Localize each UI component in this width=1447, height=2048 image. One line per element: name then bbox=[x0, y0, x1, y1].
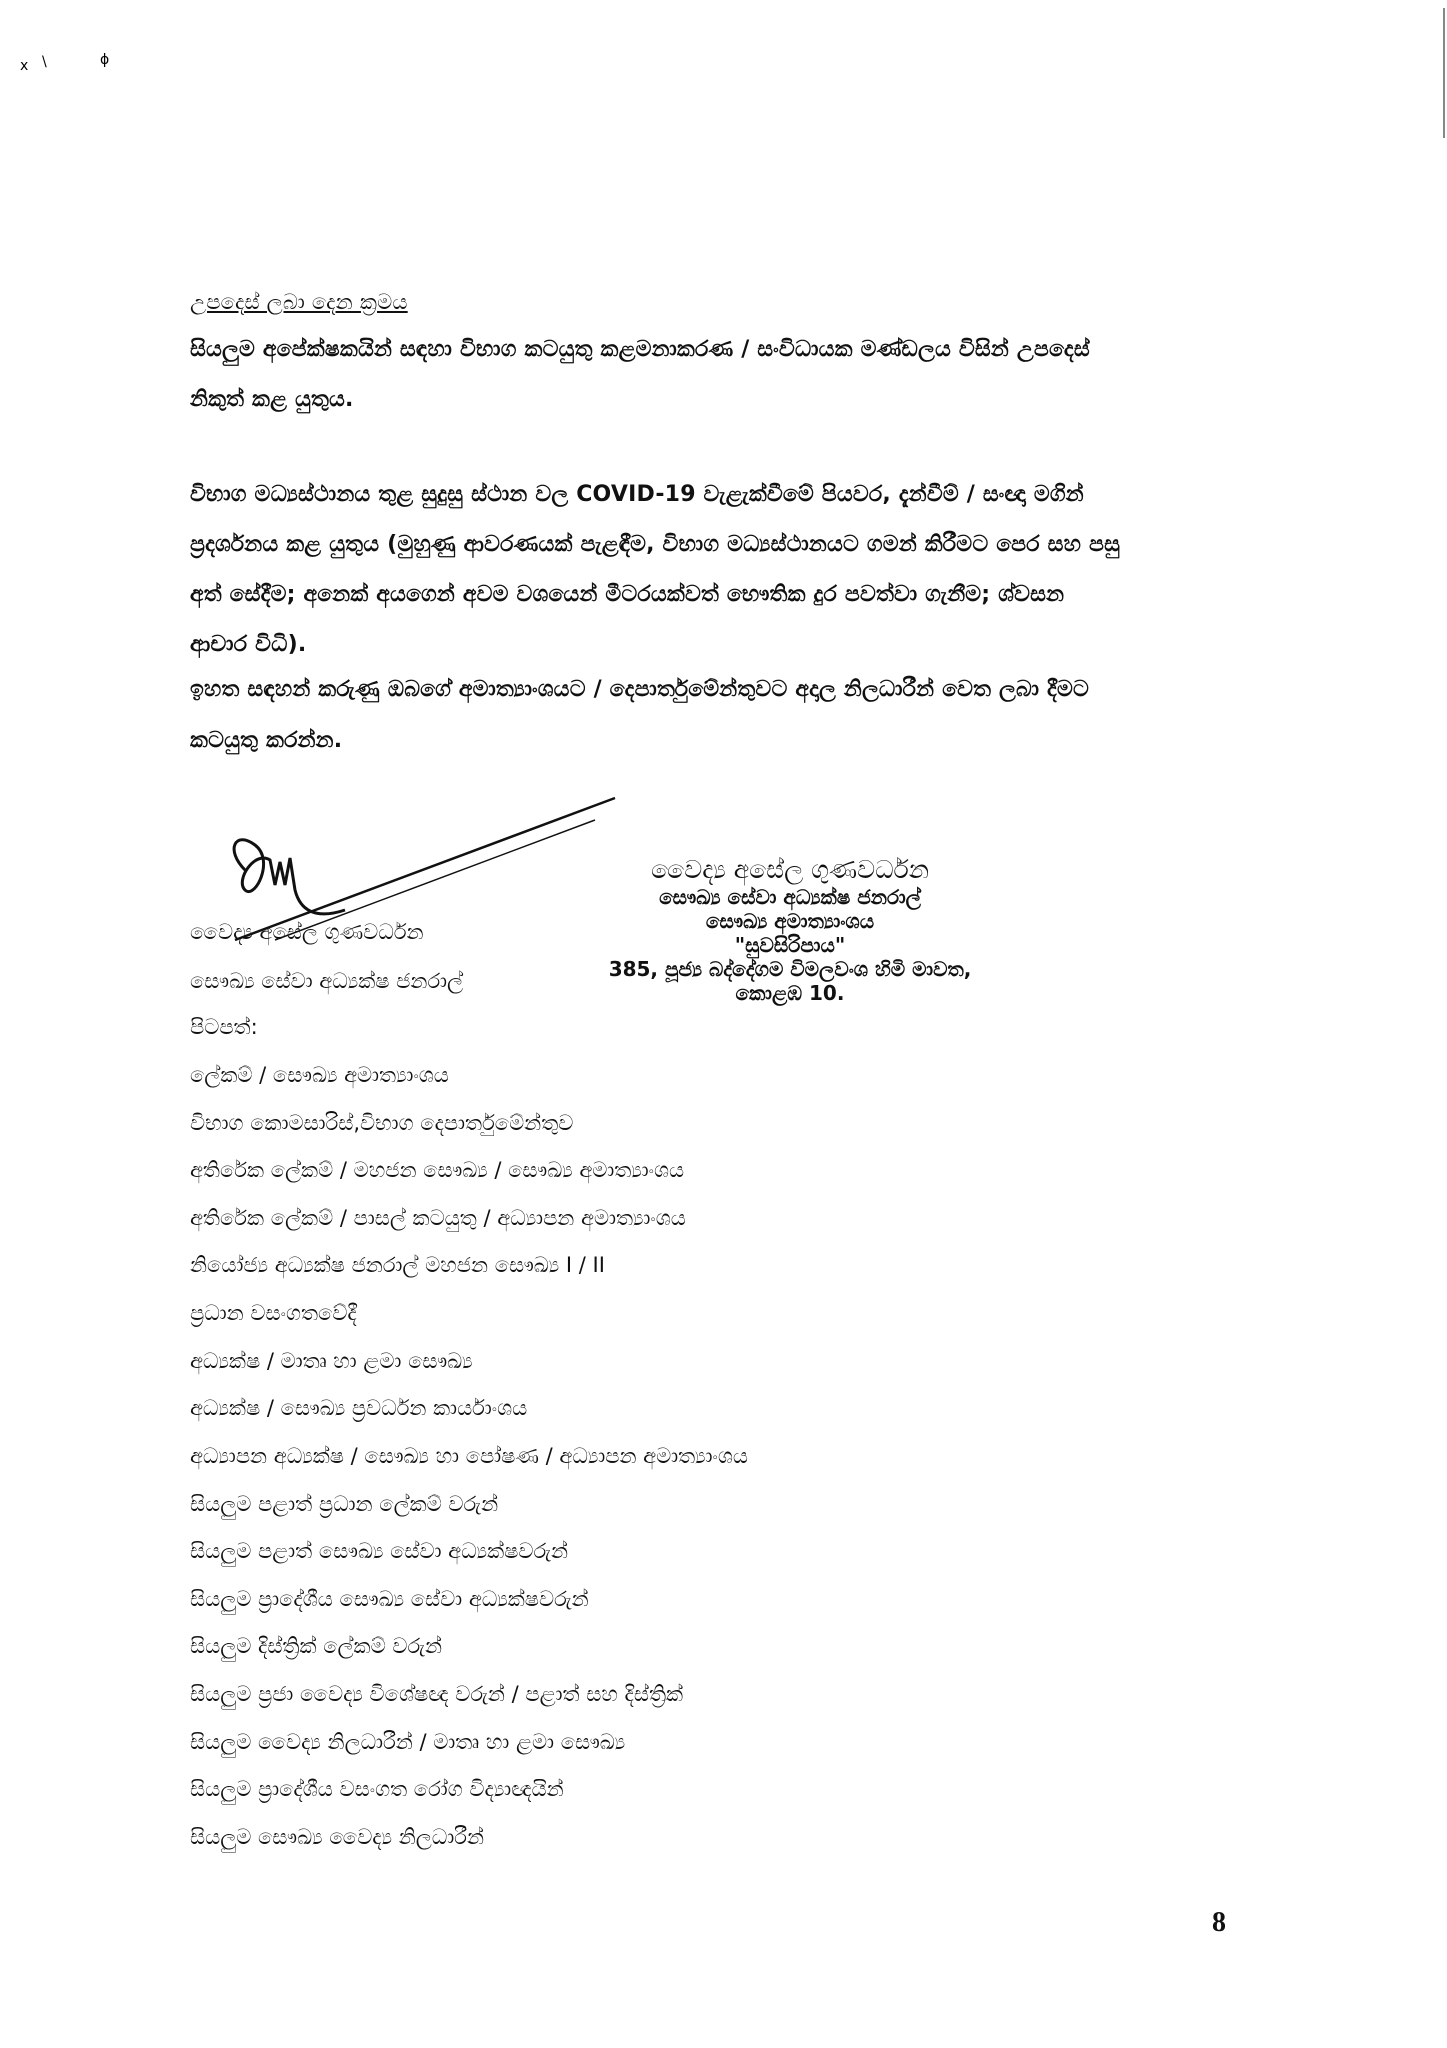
signatory-title: සෞඛ්‍ය සේවා අධ්‍යක්ෂ ජනරාල් bbox=[190, 969, 464, 993]
stamp-city: කොළඹ 10. bbox=[735, 981, 845, 1005]
cc-item: විභාග කොමසාරිස්,විභාග දෙපාර්තුමේන්තුව bbox=[190, 1111, 574, 1135]
cc-item: අතිරේක ලේකම් / මහජන සෞඛ්‍ය / සෞඛ්‍ය අමාත්‍යාංශය bbox=[190, 1158, 685, 1182]
cc-item: අධ්‍යක්ෂ / සෞඛ්‍ය ප්‍රවර්ධන කාර්යාංශය bbox=[190, 1396, 528, 1420]
stamp-ministry: සෞඛ්‍ය අමාත්‍යාංශය bbox=[705, 909, 875, 933]
stamp-address: 385, පූජ්‍ය බද්දේගම විමලවංශ හිමි මාවත, bbox=[608, 957, 972, 981]
paragraph-2-line-2: ප්‍රදර්ශනය කළ යුතුය (මුහුණු ආවරණයක් පැළඳීම, විභාග මධ්‍යස්ථානයට ගමන් කිරීමට පෙර සහ පසු bbox=[190, 532, 1121, 557]
paragraph-1-line-2: නිකුත් කළ යුතුය. bbox=[190, 387, 354, 412]
cc-item: සියලුම වෛද්‍ය නිලධාරීන් / මාතෘ හා ළමා සෞඛ්‍ය bbox=[190, 1730, 626, 1754]
scan-edge-line bbox=[1443, 8, 1445, 138]
cc-item: සියලුම ප්‍රජා වෛද්‍ය විශේෂඥ වරුන් / පළාත් සහ දිස්ත්‍රික් bbox=[190, 1682, 684, 1706]
cc-label: පිටපත්: bbox=[190, 1015, 258, 1039]
paragraph-3-line-1: ඉහත සඳහන් කරුණු ඔබගේ අමාත්‍යාංශයට / දෙපාර්තුමේන්තුවට අදාල නිලධාරීන් වෙත ලබා දීමට bbox=[190, 677, 1090, 702]
cc-item: අධ්‍යක්ෂ / මාතෘ හා ළමා සෞඛ්‍ය bbox=[190, 1349, 473, 1373]
scan-speck: \ bbox=[42, 54, 47, 70]
cc-item: සියලුම ප්‍රාදේශීය වසංගත රෝග විද්‍යාඥයින් bbox=[190, 1777, 564, 1801]
stamp-title: සෞඛ්‍ය සේවා අධ්‍යක්ෂ ජනරාල් bbox=[659, 885, 921, 909]
page-number: 8 bbox=[1212, 1907, 1226, 1938]
cc-item: අතිරේක ලේකම් / පාසල් කටයුතු / අධ්‍යාපන අමාත්‍යාංශය bbox=[190, 1206, 686, 1230]
paragraph-1-line-1: සියලුම අපේක්ෂකයින් සඳහා විභාග කටයුතු කළමනාකරණ / සංවිධායක මණ්ඩලය විසින් උපදෙස් bbox=[190, 337, 1090, 362]
scan-speck: x bbox=[20, 58, 29, 74]
signatory-name: වෛද්‍ය අසේල ගුණවර්ධන bbox=[190, 920, 424, 944]
scan-speck: ɸ bbox=[100, 52, 110, 68]
cc-item: නියෝජ්‍ය අධ්‍යක්ෂ ජනරාල් මහජන සෞඛ්‍ය I / II bbox=[190, 1253, 605, 1277]
paragraph-2-line-1: විභාග මධ්‍යස්ථානය තුළ සුදුසු ස්ථාන වල COVID-19 වැළැක්වීමේ පියවර, දැන්වීම් / සංඥා මගින් bbox=[190, 482, 1084, 507]
cc-item: අධ්‍යාපන අධ්‍යක්ෂ / සෞඛ්‍ය හා පෝෂණ / අධ්‍යාපන අමාත්‍යාංශය bbox=[190, 1444, 748, 1468]
paragraph-2-line-3: අත් සේදීම; අනෙක් අයගෙන් අවම වශයෙන් මීටරයක්වත් භෞතික දුර පවත්වා ගැනීම; ශ්වසන bbox=[190, 582, 1065, 607]
cc-item: සියලුම දිස්ත්‍රික් ලේකම් වරුන් bbox=[190, 1634, 443, 1658]
cc-item: සියලුම පළාත් ප්‍රධාන ලේකම් වරුන් bbox=[190, 1492, 499, 1516]
stamp-building: "සුවසිරිපාය" bbox=[734, 933, 846, 957]
cc-item: සියලුම සෞඛ්‍ය වෛද්‍ය නිලධාරීන් bbox=[190, 1825, 485, 1849]
stamp-name: වෛද්‍ය අසේල ගුණවර්ධන bbox=[650, 855, 930, 884]
official-stamp bbox=[560, 855, 1020, 1005]
paragraph-3-line-2: කටයුතු කරන්න. bbox=[190, 728, 343, 753]
paragraph-2-line-4: ආචාර විධි). bbox=[190, 632, 307, 657]
cc-item: සියලුම පළාත් සෞඛ්‍ය සේවා අධ්‍යක්ෂවරුන් bbox=[190, 1539, 569, 1563]
section-heading: උපදෙස් ලබා දෙන ක්‍රමය bbox=[190, 290, 408, 314]
cc-item: ලේකම් / සෞඛ්‍ය අමාත්‍යාංශය bbox=[190, 1063, 449, 1087]
cc-item: සියලුම ප්‍රාදේශීය සෞඛ්‍ය සේවා අධ්‍යක්ෂවරුන් bbox=[190, 1587, 589, 1611]
cc-item: ප්‍රධාන වසංගතවේදී bbox=[190, 1301, 357, 1325]
